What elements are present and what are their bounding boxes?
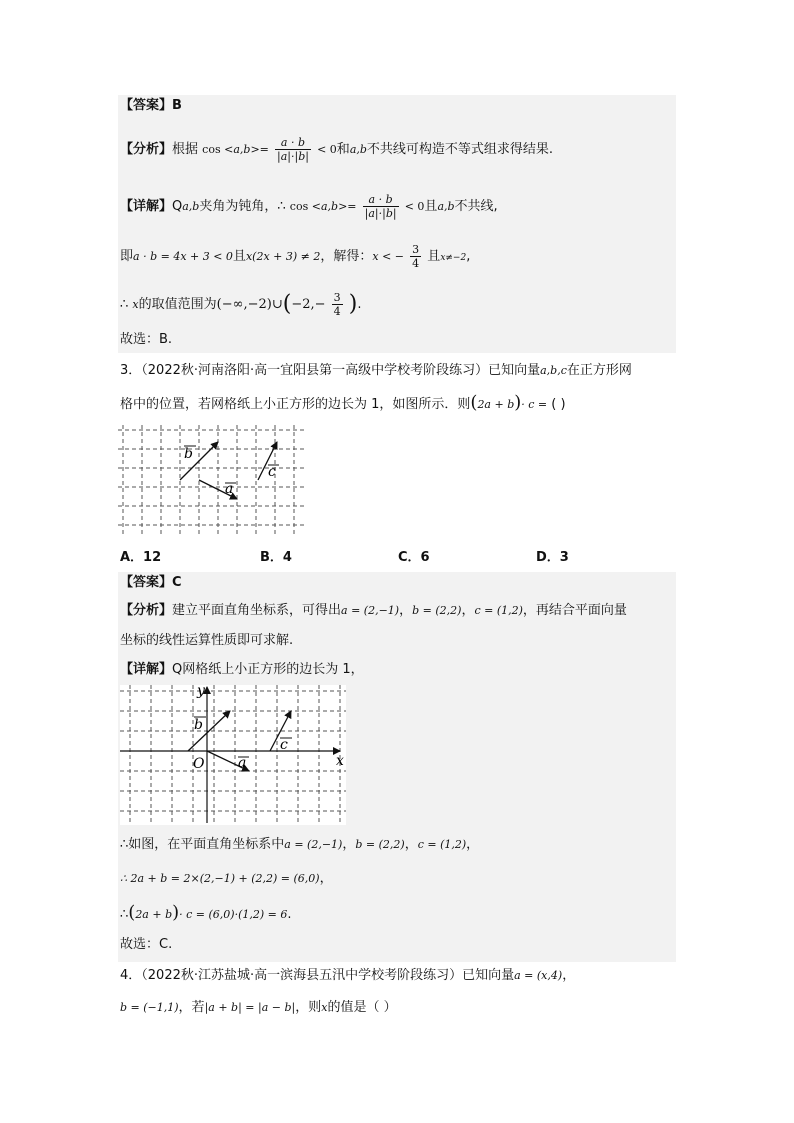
q2-analysis-text-a: 根据 [172, 142, 199, 157]
label-c-2: c [280, 737, 288, 753]
label-b: b [184, 446, 193, 462]
q2-detail-text-b: 不共线, [454, 199, 498, 214]
q2-frac-num: a · b [280, 136, 306, 149]
q3-expr: 2a + b [477, 398, 515, 411]
q2-vec-ab: a,b [233, 143, 251, 156]
label-a: a [225, 481, 234, 497]
q2-line4-c: x(2x + 3) ≠ 2 [245, 250, 321, 263]
q3-step3 [120, 903, 292, 925]
q4-stem-a: 4．（2022秋·江苏盐城·高一滨海县五汛中学校考阶段练习）已知向量 [120, 968, 515, 983]
q2-frac2-den: 4 [412, 257, 420, 270]
q2-detail-vec-ab-2: a,b [320, 200, 339, 213]
label-b-2: b [194, 717, 203, 733]
q2-line4-d: ，解得： [320, 249, 373, 264]
q3-step2-end: ， [319, 871, 333, 886]
q3-step1-comma-3: ， [466, 837, 480, 852]
q2-frac-3-4 [410, 243, 421, 270]
option-a[interactable]: A．12 [120, 550, 162, 565]
q3-b-val: b = (2,2) [412, 604, 462, 617]
q2-right-paren: ) [348, 291, 358, 317]
q4-stem-comma: ， [562, 968, 576, 983]
q2-line4-b: 且 [232, 249, 246, 264]
q4-stem-d: 的值是（ ） [327, 1000, 397, 1015]
q3-coordinate-figure [120, 685, 350, 825]
grid-lines [118, 425, 306, 535]
q2-line5 [120, 291, 362, 318]
q2-detail-vec-ab-3: a,b [437, 200, 455, 213]
q2-vec-ab-2: a,b [349, 143, 367, 156]
q3-comma-2: ， [461, 603, 475, 618]
because-symbol-2: Q [172, 662, 183, 677]
q2-detail-and: 且 [424, 199, 438, 214]
q3-detail-label: 【详解】 [120, 662, 173, 677]
q3-step3-expr: 2a + b [135, 908, 173, 921]
q3-grid-figure [118, 425, 308, 537]
q3-step3-end: . [287, 907, 292, 922]
q2-line4-dot: a · b = 4x + 3 < 0 [133, 250, 233, 263]
q2-line5-frac-den: 4 [333, 305, 341, 318]
q3-step1-a-val: a = (2,−1) [284, 838, 343, 851]
q3-step2-expr: ∴ 2a + b = 2×(2,−1) + (2,2) = (6,0) [120, 872, 320, 885]
q3-step1-a: ∴如图，在平面直角坐标系中 [120, 837, 285, 852]
q2-answer: 【答案】B [120, 98, 182, 113]
q2-line5-d: . [357, 297, 362, 312]
q2-analysis-label: 【分析】 [120, 142, 173, 157]
because-symbol: Q [172, 199, 183, 214]
y-axis-label: y [197, 685, 205, 699]
q2-line4-g: x≠−2 [440, 253, 467, 263]
q3-a-val: a = (2,−1) [341, 604, 400, 617]
q3-analysis-a: 建立平面直角坐标系，可得出 [172, 603, 342, 618]
q2-line5-x: x [132, 298, 139, 311]
q2-detail-fraction [363, 193, 399, 220]
q2-left-paren: ( [282, 291, 292, 317]
q3-analysis-label: 【分析】 [120, 603, 173, 618]
q2-line5-b: (−∞,−2)∪ [216, 297, 283, 312]
q3-step3-a: ∴ [120, 907, 129, 922]
q4-stem-line1 [120, 966, 575, 986]
q3-expr-rparen: ) [514, 392, 522, 413]
q2-line5-a: 的取值范围为 [138, 297, 217, 312]
option-d[interactable]: D．3 [536, 550, 569, 565]
q3-vecs: a,b,c [540, 364, 567, 377]
q3-step3-b: · c = (6,0)·(1,2) = 6 [179, 908, 288, 921]
q2-fraction [275, 136, 311, 163]
q3-expr-lparen: ( [470, 392, 478, 413]
q2-line4-h: , [466, 249, 471, 264]
q2-detail-text-a: 夹角为钝角， [199, 199, 278, 214]
q2-frac-den: |a|·|b| [277, 150, 309, 163]
q4-stem-line2 [120, 998, 397, 1018]
q3-stem-b: 在正方形网 [566, 363, 632, 378]
q3-detail-a: 网格纸上小正方形的边长为 1， [182, 662, 364, 677]
q2-cos-expr: cos < [202, 143, 234, 156]
q3-expr-c: · c = [521, 398, 548, 411]
q4-stem-c: ，则 [295, 1000, 322, 1015]
q2-detail-frac-den: |a|·|b| [364, 207, 397, 220]
label-a-2: a [238, 755, 247, 771]
q2-line4-f: 且 [427, 249, 441, 264]
therefore-symbol-2: ∴ [120, 297, 129, 312]
q4-a-val: a = (x,4) [514, 969, 563, 982]
q2-detail-cos: cos < [289, 200, 321, 213]
x-axis-label: x [336, 753, 344, 769]
q3-step1-b-val: b = (2,2) [355, 838, 405, 851]
q3-step3-lparen: ( [128, 902, 136, 923]
q3-stem-line2 [120, 393, 566, 415]
q2-frac2-num: 3 [412, 243, 420, 256]
q3-choose: 故选：C. [120, 937, 173, 952]
q3-paren: ( ) [551, 397, 566, 412]
q2-lt-zero: < 0 [317, 143, 337, 156]
q2-line4-a: 即 [120, 249, 134, 264]
q2-line4 [120, 243, 470, 270]
q2-line5-frac-num: 3 [333, 291, 341, 304]
label-c: c [268, 464, 276, 480]
q3-comma-1: ， [399, 603, 413, 618]
q2-and: 和 [336, 142, 350, 157]
q2-choose: 故选：B. [120, 332, 173, 347]
q3-step2 [120, 869, 333, 889]
q2-line5-c: −2,− [291, 297, 326, 312]
option-b[interactable]: B．4 [260, 550, 292, 565]
q4-stem-b: ，若 [178, 1000, 205, 1015]
q2-line4-e: x < − [372, 250, 405, 263]
q3-stem-line1 [120, 361, 632, 381]
q3-step1-c-val: c = (1,2) [417, 838, 467, 851]
q2-analysis [120, 136, 553, 163]
q2-detail-label: 【详解】 [120, 199, 173, 214]
q2-analysis-text-b: 不共线可构造不等式组求得结果. [366, 142, 554, 157]
q2-detail-cos-close: >= [338, 200, 357, 213]
q3-stem-c: 格中的位置，若网格纸上小正方形的边长为 1，如图所示．则 [120, 397, 471, 412]
q3-options [120, 546, 640, 566]
q2-line5-frac [332, 291, 343, 318]
q3-step3-rparen: ) [172, 902, 180, 923]
q2-detail [120, 193, 498, 220]
q4-cond: |a + b| = |a − b| [204, 1001, 296, 1014]
q3-stem-a: 3．（2022秋·河南洛阳·高一宜阳县第一高级中学校考阶段练习）已知向量 [120, 363, 541, 378]
option-c[interactable]: C．6 [398, 550, 430, 565]
q2-detail-vec-ab: a,b [182, 200, 200, 213]
q3-step1-comma-2: ， [404, 837, 418, 852]
q3-step1-comma-1: ， [342, 837, 356, 852]
q4-b-val: b = (−1,1) [120, 1001, 179, 1014]
q2-detail-frac-num: a · b [368, 193, 393, 206]
q4-x: x [321, 1001, 328, 1014]
q3-detail [120, 660, 364, 680]
q3-analysis-line2: 坐标的线性运算性质即可求解. [120, 633, 294, 648]
q3-analysis-b: ，再结合平面向量 [522, 603, 627, 618]
q3-step1 [120, 835, 479, 855]
therefore-symbol: ∴ [277, 199, 286, 214]
q2-cos-close: >= [250, 143, 269, 156]
origin-label: O [193, 756, 205, 772]
q2-detail-lt-zero: < 0 [404, 200, 425, 213]
q3-c-val: c = (1,2) [474, 604, 523, 617]
q3-answer: 【答案】C [120, 575, 182, 590]
q3-analysis-line1 [120, 601, 627, 621]
